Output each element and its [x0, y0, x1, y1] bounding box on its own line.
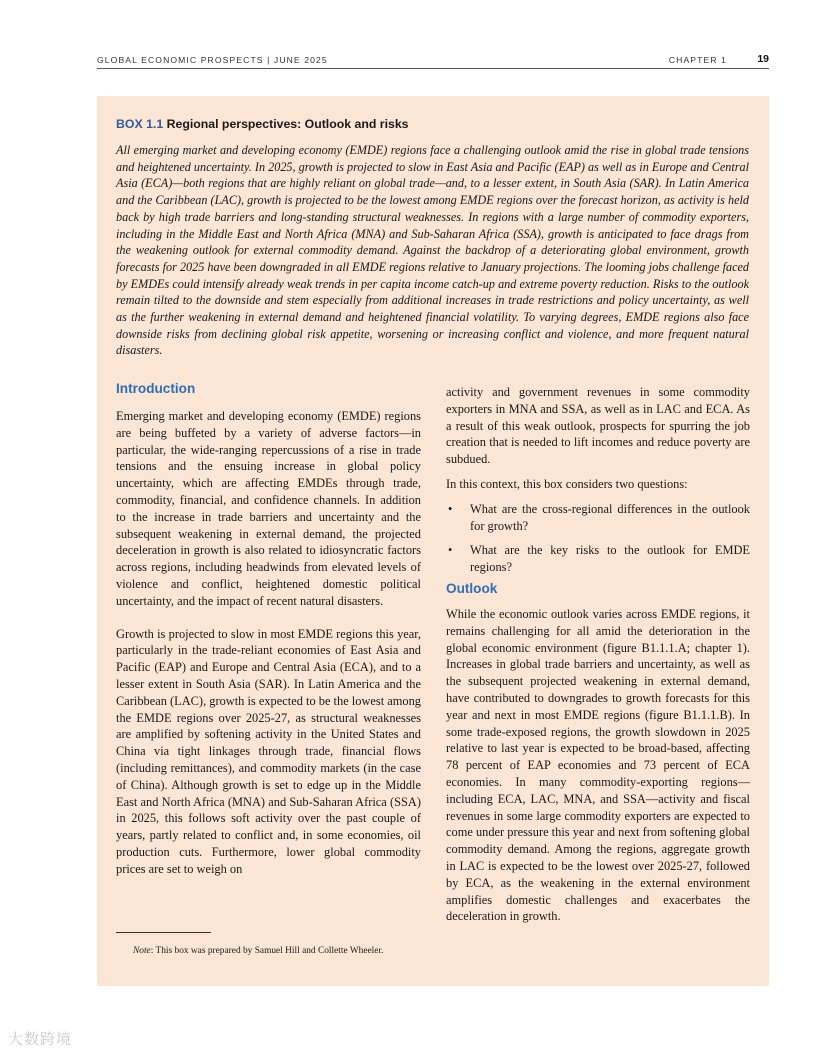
- box-title: [116, 117, 409, 131]
- publication-title: GLOBAL ECONOMIC PROSPECTS | JUNE 2025: [97, 55, 328, 65]
- outlook-heading: Outlook: [446, 580, 498, 596]
- questions-list: [446, 501, 750, 576]
- bullet-icon: •: [448, 501, 453, 516]
- bullet-icon: •: [448, 543, 453, 558]
- footnote-rule: [116, 932, 211, 933]
- introduction-heading: Introduction: [116, 381, 196, 396]
- watermark-logo: 大数跨境: [8, 1030, 73, 1048]
- footnote-label: Note: [133, 946, 151, 956]
- box-label: BOX 1.1: [116, 117, 164, 131]
- right-column: [446, 384, 750, 925]
- left-column: [116, 380, 421, 878]
- footnote: [133, 946, 383, 956]
- introduction-paragraph-2-continued: activity and government revenues in some commodity exporters in MNA and SSA, as well as in LAC and ECA. As a result of this weak outlook, prospects for spurring the job creation that is needed to lift incomes and reduce poverty are subdued.: [446, 385, 750, 467]
- list-item: • What are the key risks to the outlook for EMDE regions?: [448, 543, 750, 575]
- box-summary: All emerging market and developing economy (EMDE) regions face a challenging outlook amid the rise in global trade tensions and heightened uncertainty. In 2025, growth is projected to slow in East Asia and Pacific (EAP) as well as in Europe and Central Asia (ECA)—both regions that are highly reliant on global trade—and, to a lesser extent, in South Asia (SAR). In Latin America and the Caribbean (LAC), growth is projected to be the lowest among EMDE regions over the forecast horizon, as activity is held back by high trade barriers and long-standing structural weaknesses. In regions with a large number of commodity exporters, including in the Middle East and North Africa (MNA) and Sub-Saharan Africa (SSA), growth is anticipated to face drags from the weakening outlook for external commodity demand. Against the backdrop of a deteriorating global environment, growth forecasts for 2025 have been downgraded in all EMDE regions relative to January projections. The looming jobs challenge faced by EMDEs could intensify already weak trends in per capita income catch-up and extreme poverty reduction. Risks to the outlook remain tilted to the downside and stem especially from additional increases in trade restrictions and policy uncertainty, as well as the further weakening in external demand and heightened financial volatility. To varying degrees, EMDE regions also face downside risks from declining global risk appetite, worsening or increasing conflict and violence, and more frequent natural disasters.: [116, 143, 749, 358]
- page-number: 19: [757, 53, 769, 65]
- list-item: • What are the cross-regional differences in the outlook for growth?: [448, 501, 750, 533]
- introduction-paragraph-1: Emerging market and developing economy (EMDE) regions are being buffeted by a variety of adverse factors—in particular, the wide-ranging repercussions of a rise in trade tensions and the ensuing increase in global policy uncertainty, which are affecting EMDEs through trade, commodity, financial, and confidence channels. In addition to the increase in trade barriers and uncertainty and the subsequent weakening in external demand, the projected deceleration in growth is also related to idiosyncratic factors across regions, including headwinds from elevated levels of violence and conflict, heightened domestic political uncertainty, and the impact of recent natural disasters.: [116, 409, 421, 608]
- header-rule: [97, 68, 769, 69]
- outlook-paragraph-1: While the economic outlook varies across EMDE regions, it remains challenging for all amid the deterioration in the global economic environment (figure B1.1.1.A; chapter 1). Increases in global trade barriers and uncertainty, as well as the subsequent projected weakening in external demand, have contributed to downgrades to growth forecasts for this year and next in most EMDE regions (figure B1.1.1.B). In some trade-exposed regions, the growth slowdown in 2025 relative to last year is expected to be broad-based, affecting 78 percent of EAP economies and 73 percent of ECA economies. In many commodity-exporting regions—including ECA, LAC, MNA, and SSA—activity and fiscal revenues in some large commodity exporters are expected to come under pressure this year and next from softening global commodity demand. Among the regions, aggregate growth in LAC is expected to be the lowest over 2025-27, followed by ECA, as the weakening in the external environment amplifies domestic challenges and exacerbates the deceleration in growth.: [446, 606, 750, 924]
- box-heading: Regional perspectives: Outlook and risks: [166, 117, 409, 131]
- introduction-paragraph-2: Growth is projected to slow in most EMDE regions this year, particularly in the trade-reliant economies of East Asia and Pacific (EAP) and Europe and Central Asia (ECA), and to a lesser extent in South Asia (SAR). In Latin America and the Caribbean (LAC), growth is expected to be the lowest among the EMDE regions over 2025-27, as structural weaknesses are amplified by softening activity in the United States and China via tight linkages through trade, financial flows (including remittances), and commodity markets (in the case of China). Although growth is set to edge up in the Middle East and North Africa (MNA) and Sub-Saharan Africa (SSA) in 2025, this follows soft activity over the past couple of years, partly related to conflict and, in some economies, oil production cuts. Furthermore, lower global commodity prices are set to weigh on: [116, 626, 421, 876]
- footnote-text: : This box was prepared by Samuel Hill and Collette Wheeler.: [150, 946, 384, 956]
- box-panel: [97, 96, 769, 986]
- chapter-label: CHAPTER 1: [668, 55, 727, 65]
- introduction-paragraph-3: In this context, this box considers two questions:: [446, 476, 688, 491]
